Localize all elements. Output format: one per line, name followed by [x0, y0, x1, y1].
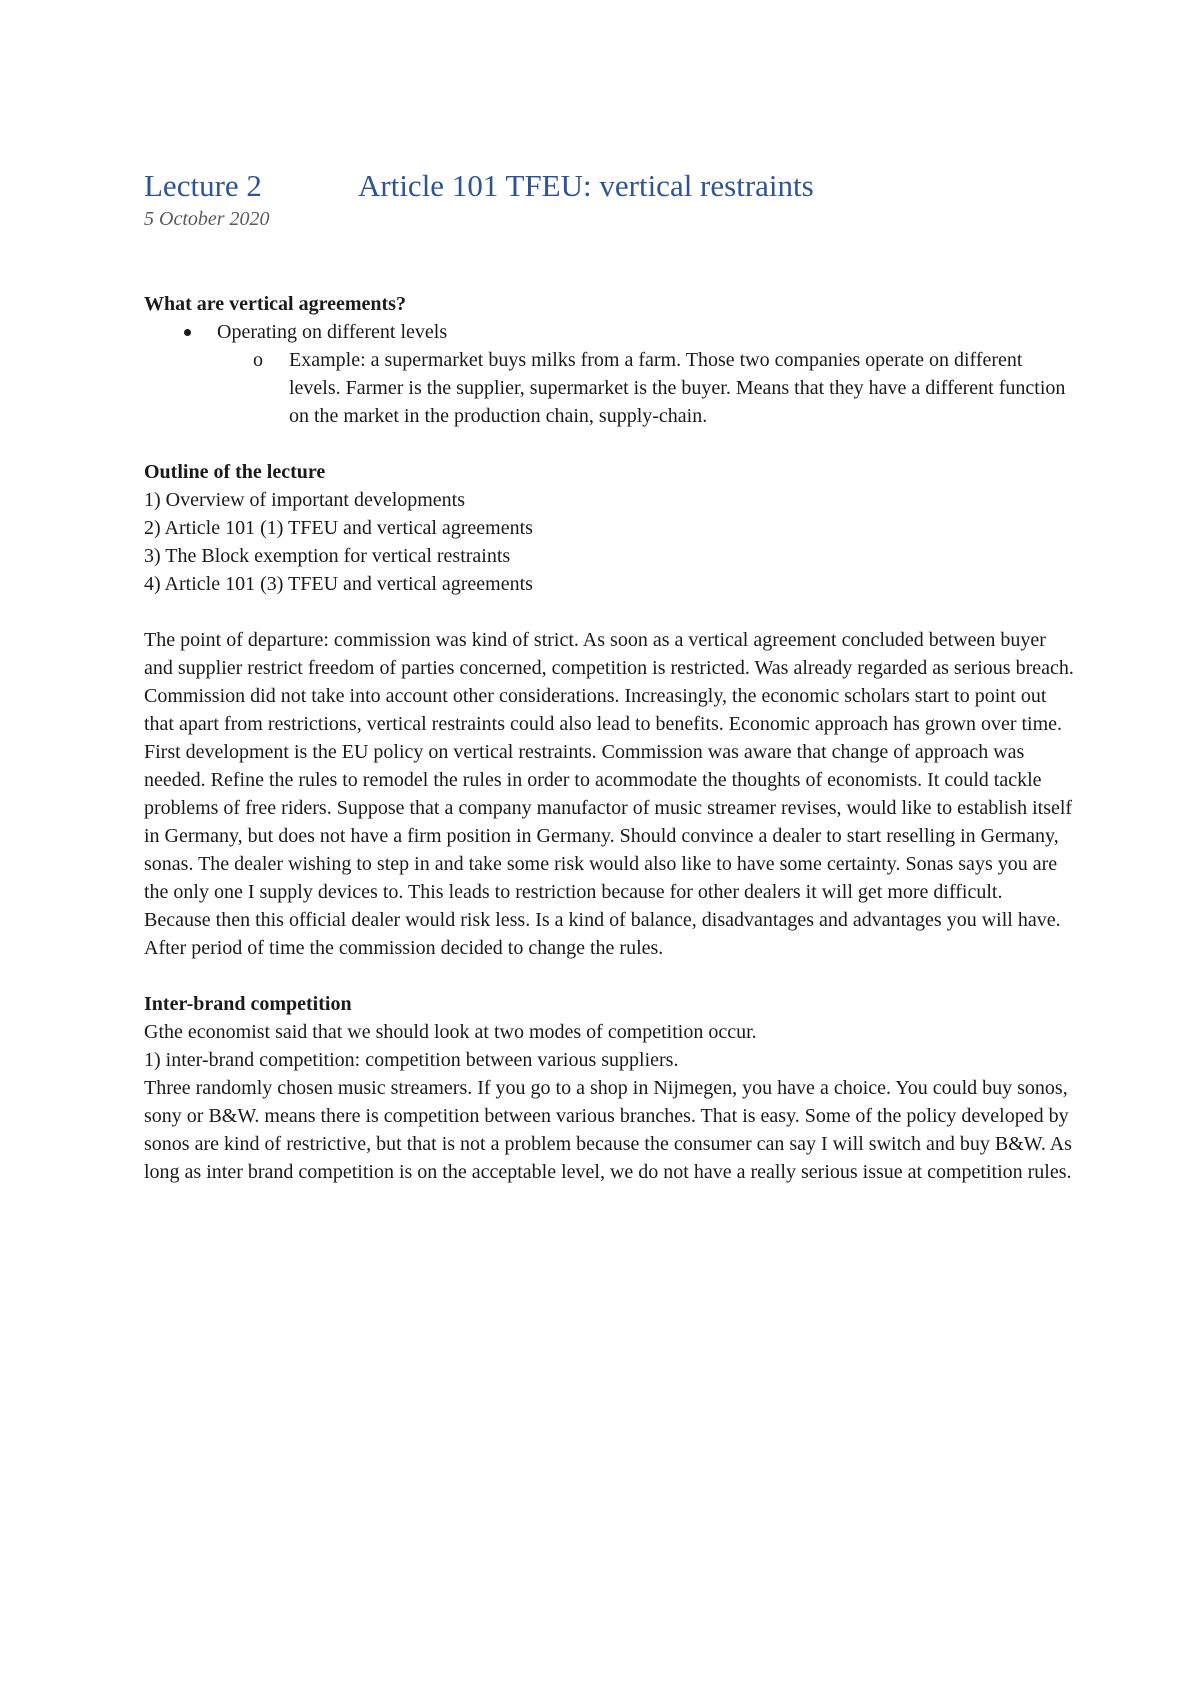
circle-bullet-icon: o [253, 349, 263, 371]
lecture-label: Lecture 2 [144, 168, 262, 203]
bullet-icon [184, 329, 191, 336]
outline-item-4: 4) Article 101 (3) TFEU and vertical agreements [144, 573, 533, 595]
section-heading-inter-brand: Inter-brand competition [144, 993, 352, 1015]
section-heading-outline: Outline of the lecture [144, 461, 326, 483]
document-body [144, 168, 1074, 1186]
page-title: Article 101 TFEU: vertical restraints [358, 168, 814, 203]
list-item [144, 318, 1074, 346]
outline-item-2: 2) Article 101 (1) TFEU and vertical agreements [144, 517, 533, 539]
title-row [144, 168, 1074, 204]
sub-list-item [144, 346, 1074, 430]
bullet-text: Operating on different levels [217, 321, 448, 343]
outline-item-1: 1) Overview of important developments [144, 489, 466, 511]
inter-brand-intro: Gthe economist said that we should look at two modes of competition occur. [144, 1021, 757, 1043]
departure-paragraph: The point of departure: commission was kind of strict. As soon as a vertical agreement concluded between buyer and supplier restrict freedom of parties concerned, competition is restricted. Was already regarded as serious breach. Commission did not take into account other considerations. Increasingly, the economic scholars start to point out that apart from restrictions, vertical restraints could also lead to benefits. Economic approach has grown over time. First development is the EU policy on vertical restraints. Commission was aware that change of approach was needed. Refine the rules to remodel the rules in order to acommodate the thoughts of economists. It could tackle problems of free riders. Suppose that a company manufactor of music streamer revises, would like to establish itself in Germany, but does not have a firm position in Germany. Should convince a dealer to start reselling in Germany, sonas. The dealer wishing to step in and take some risk would also like to have some certainty. Sonas says you are the only one I supply devices to. This leads to restriction because for other dealers it will get more difficult. Because then this official dealer would risk less. Is a kind of balance, disadvantages and advantages you will have. After period of time the commission decided to change the rules. [144, 629, 1074, 959]
sub-bullet-text: Example: a supermarket buys milks from a farm. Those two companies operate on different levels. Farmer is the supplier, supermarket is the buyer. Means that they have a different function on the market in the production chain, supply-chain. [289, 349, 1066, 427]
inter-brand-paragraph: Three randomly chosen music streamers. If you go to a shop in Nijmegen, you have a choice. You could buy sonos, sony or B&W. means there is competition between various branches. That is easy. Some of the policy developed by sonos are kind of restrictive, but that is not a problem because the consumer can say I will switch and buy B&W. As long as inter brand competition is on the acceptable level, we do not have a really serious issue at competition rules. [144, 1077, 1072, 1183]
section-heading-vertical-agreements: What are vertical agreements? [144, 293, 406, 315]
inter-brand-definition: 1) inter-brand competition: competition between various suppliers. [144, 1049, 679, 1071]
lecture-date: 5 October 2020 [144, 208, 270, 230]
outline-item-3: 3) The Block exemption for vertical restraints [144, 545, 511, 567]
